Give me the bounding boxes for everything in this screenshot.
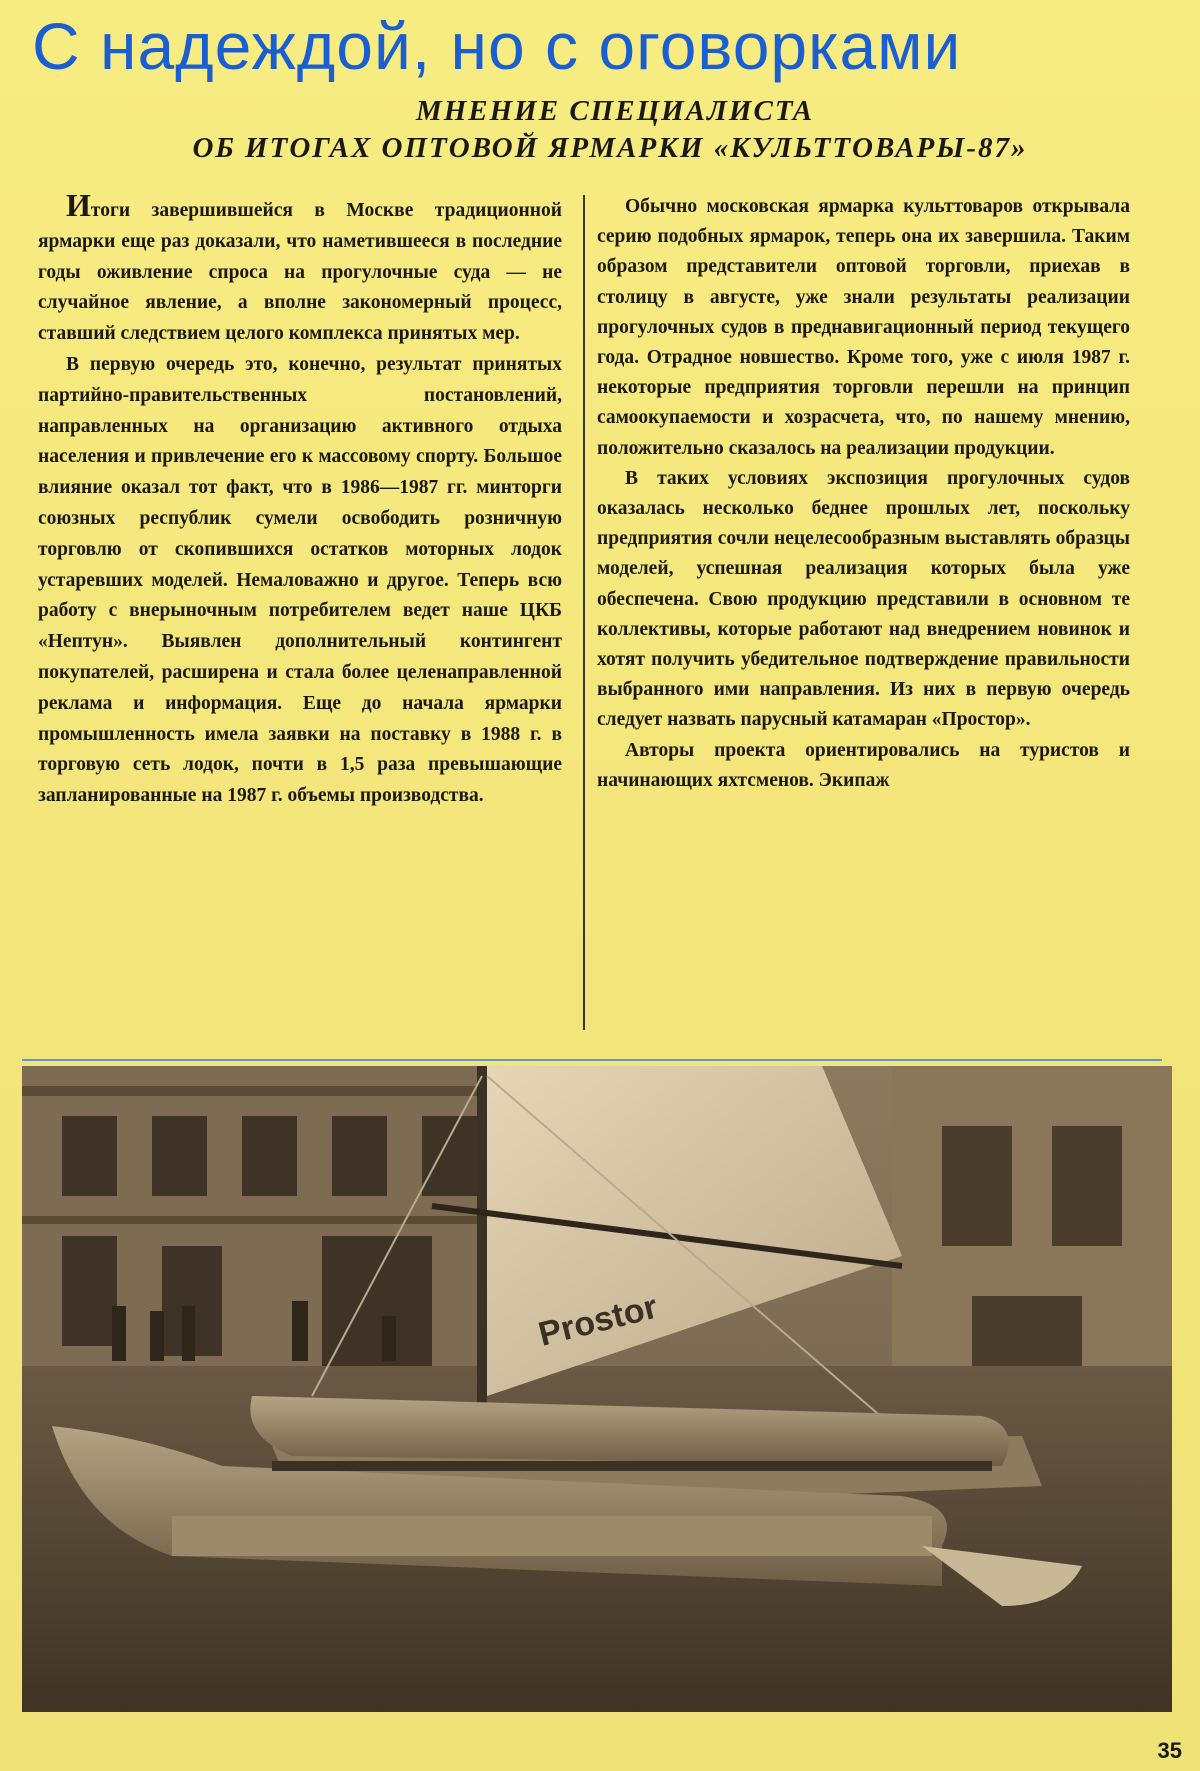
article-subtitle-line2: ОБ ИТОГАХ ОПТОВОЙ ЯРМАРКИ «КУЛЬТТОВАРЫ-87»: [192, 132, 1028, 164]
drop-cap: И: [66, 187, 91, 223]
column-divider: [583, 195, 585, 1030]
right-paragraph-2: В таких условиях экспозиция прогулочных судов оказалась несколько беднее прошлых лет, поскольку предприятия сочли нецелесообразным выставлять образцы моделей, успешная реализация которых была уже обеспечена. Свою продукцию представили в основном те коллективы, которые работают над внедрением новинок и хотят получить убедительное подтверждение правильности выбранного ими направления. Из них в первую очередь следует назвать парусный катамаран «Простор».: [597, 467, 1130, 731]
right-text-column: [597, 192, 1130, 796]
page-number: 35: [1157, 1738, 1182, 1763]
catamaran-photo-drawing: [22, 1066, 1172, 1712]
section-divider: [22, 1059, 1162, 1061]
left-text-column: [38, 187, 562, 812]
catamaran-photo: [22, 1066, 1172, 1712]
right-paragraph-3: Авторы проекта ориентировались на туристов и начинающих яхтсменов. Экипаж: [597, 739, 1130, 791]
left-paragraph-1: [38, 187, 562, 350]
left-paragraph-1-text: тоги завершившейся в Москве традиционной ярмарки еще раз доказали, что наметившееся в последние годы оживление спроса на прогулочные суда — не случайное явление, а вполне закономерный процесс, ставший следствием целого комплекса принятых мер.: [38, 200, 562, 345]
sail-lettering: Prostor: [534, 1287, 662, 1354]
article-title: С надеждой, но с оговорками: [32, 9, 962, 83]
right-paragraph-1: Обычно московская ярмарка культтоваров открывала серию подобных ярмарок, теперь она их завершила. Таким образом представители оптовой торговли, приехав в столицу в августе, уже знали результаты реализации прогулочных судов в преднавигационный период текущего года. Отрадное новшество. Кроме того, уже с июля 1987 г. некоторые предприятия торговли перешли на принцип самоокупаемости и хозрасчета, что, по нашему мнению, положительно сказалось на реализации продукции.: [597, 196, 1130, 459]
article-subtitle-line1: МНЕНИЕ СПЕЦИАЛИСТА: [415, 95, 815, 127]
left-paragraph-2: В первую очередь это, конечно, результат принятых партийно-правительственных постановлений, направленных на организацию активного отдыха населения и привлечение его к массовому спорту. Большое влияние оказал тот факт, что в 1986—1987 гг. минторги союзных республик сумели освободить розничную торговлю от скопившихся остатков моторных лодок устаревших моделей. Немаловажно и другое. Теперь всю работу с внерыночным потребителем ведет наше ЦКБ «Нептун». Выявлен дополнительный контингент покупателей, расширена и стала более целенаправленной реклама и информация. Еще до начала ярмарки промышленность имела заявки на поставку в 1988 г. в торговую сеть лодок, почти в 1,5 раза превышающие запланированные на 1987 г. объемы производства.: [38, 353, 562, 807]
